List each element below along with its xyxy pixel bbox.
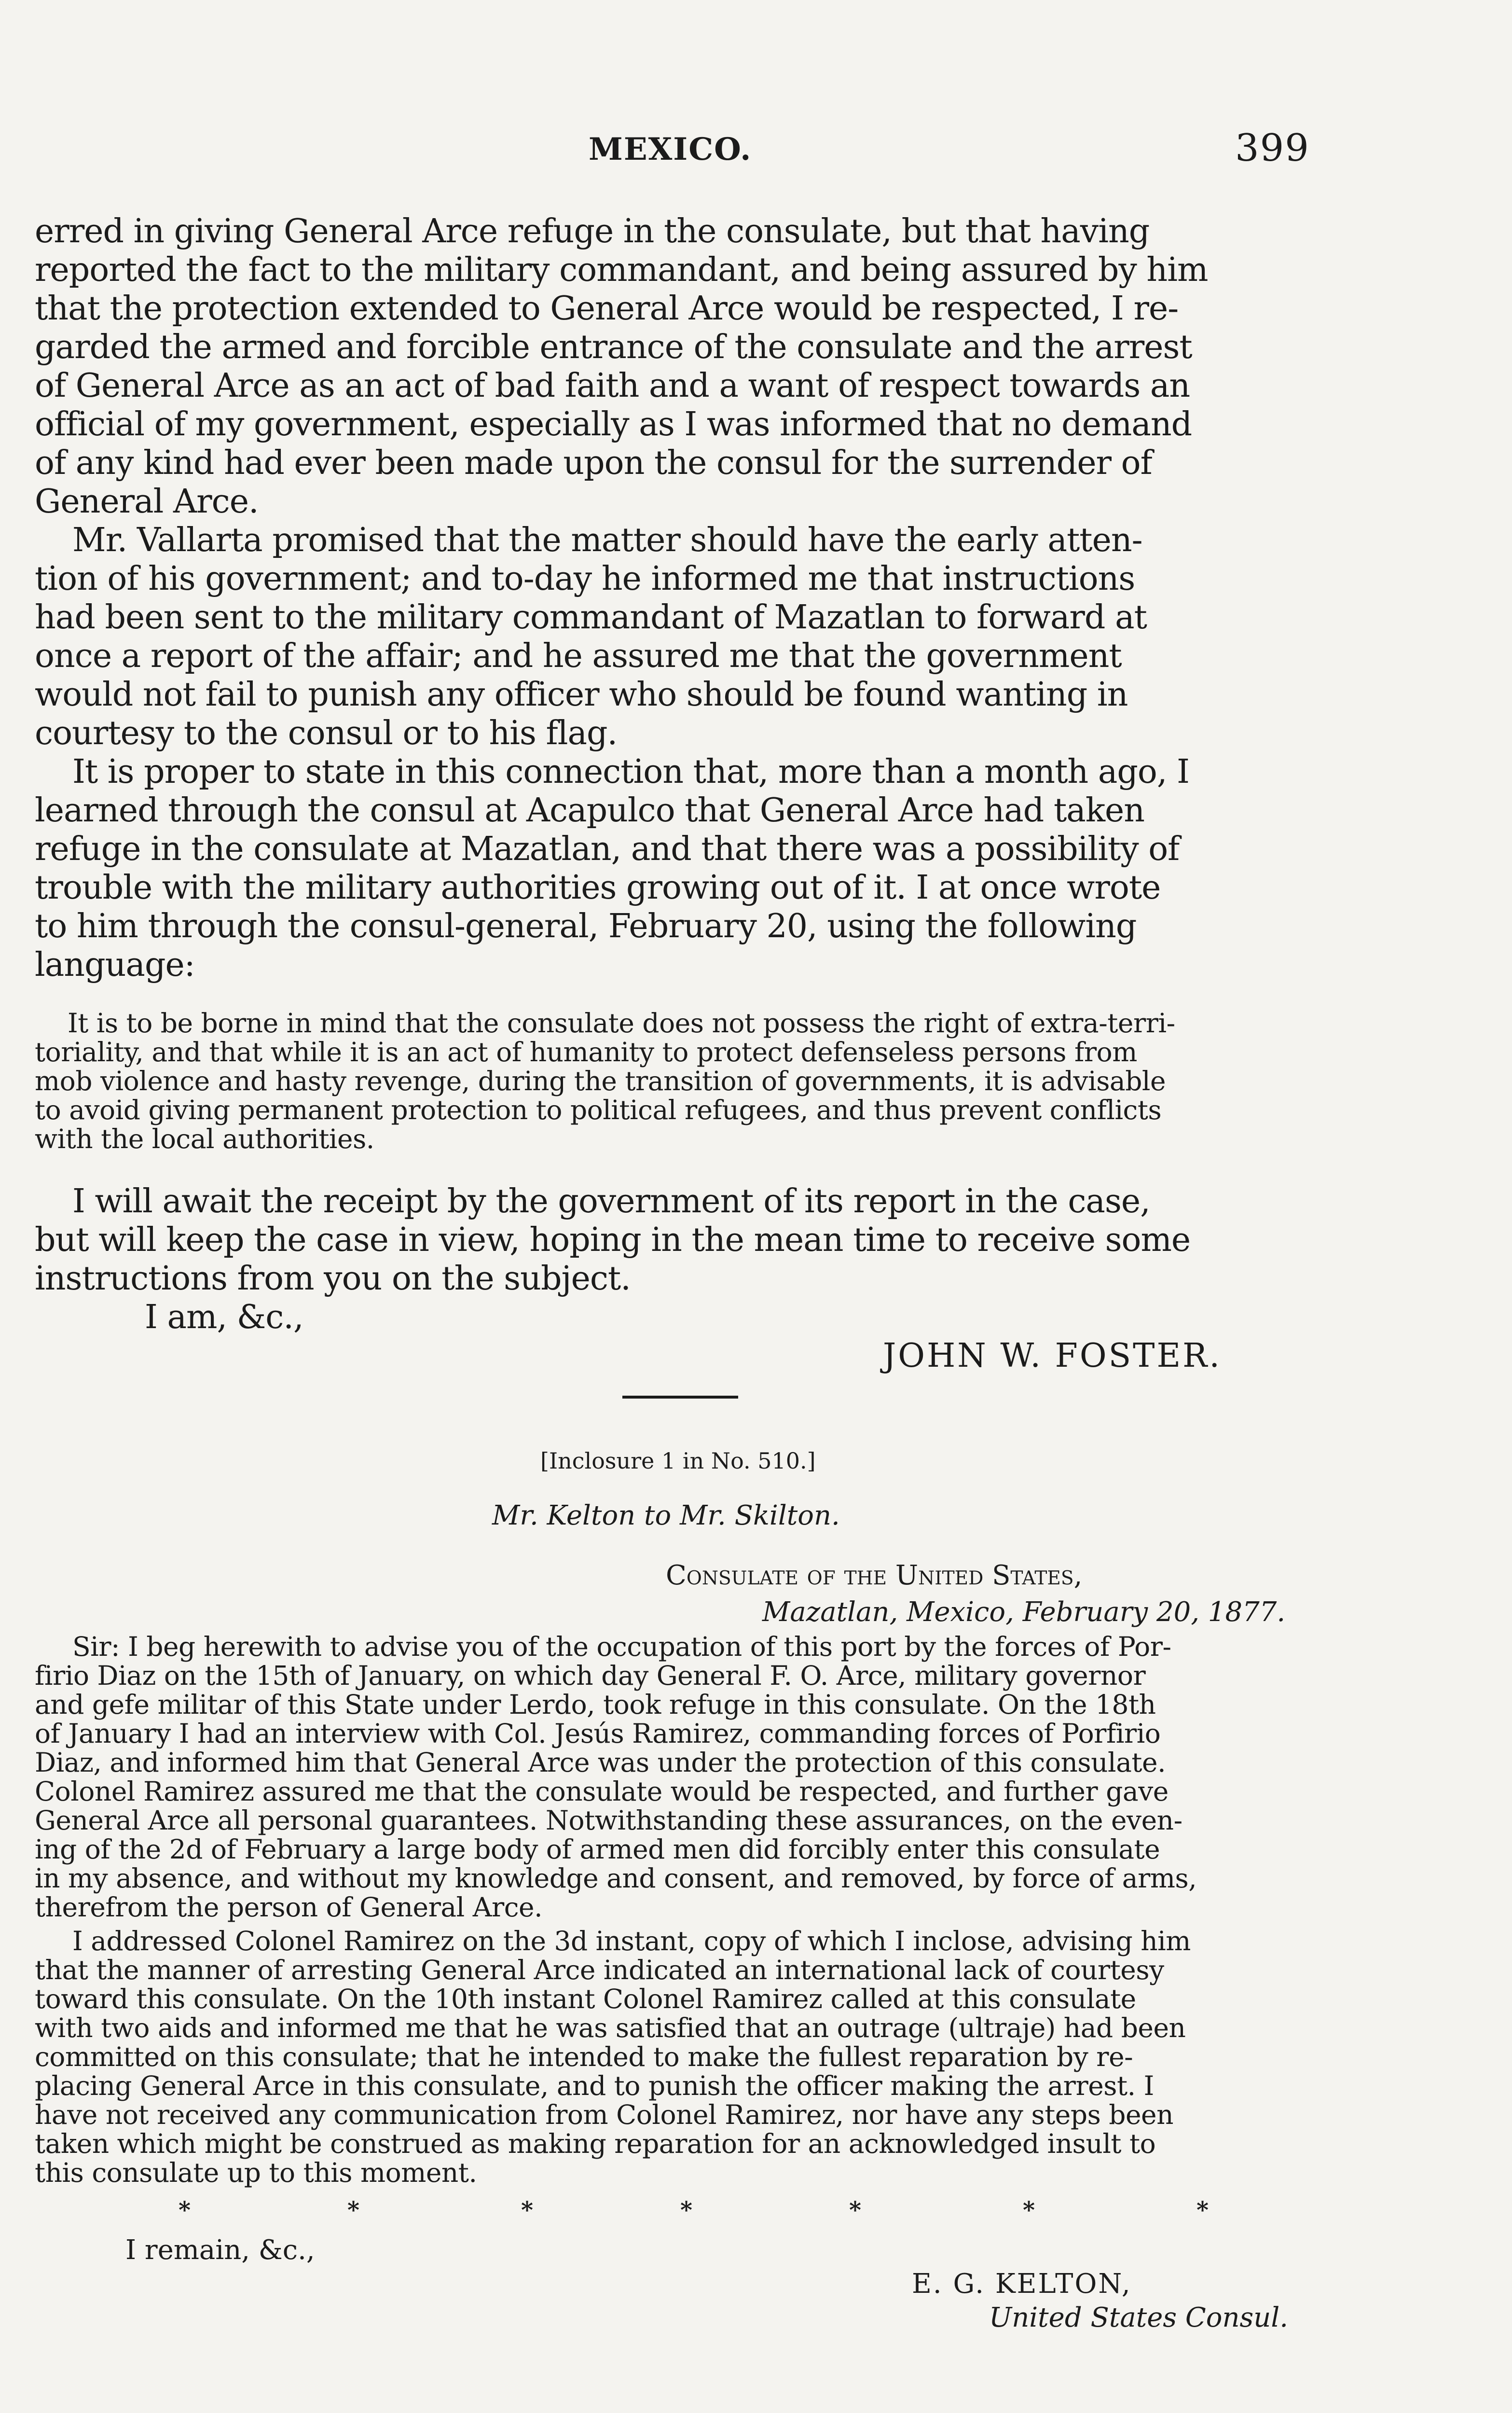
closing-line: instructions from you on the subject. (35, 1260, 631, 1298)
star: * (347, 2197, 360, 2224)
body-line: to him through the consul-general, February 20, using the following (35, 907, 1137, 945)
inclosure-line: with two aids and informed me that he was satisfied that an outrage (ultraje) had been (35, 2012, 1186, 2043)
inclosure-line: Diaz, and informed him that General Arce was under the protection of this consulate. (35, 1747, 1166, 1778)
complimentary-close: I am, &c., (145, 1298, 303, 1336)
inclosure-line: have not received any communication from Colonel Ramirez, nor have any steps been (35, 2099, 1174, 2130)
body-line: tion of his government; and to-day he informed me that instructions (35, 560, 1135, 598)
body-line: of General Arce as an act of bad faith and a want of respect towards an (35, 367, 1190, 405)
body-line: once a report of the affair; and he assured me that the government (35, 637, 1122, 675)
inclosure-line: of January I had an interview with Col. Jesús Ramirez, commanding forces of Porfirio (35, 1718, 1161, 1749)
inclosure-line: and gefe militar of this State under Lerdo, took refuge in this consulate. On the 18th (35, 1689, 1156, 1720)
inclosure-line: Colonel Ramirez assured me that the consulate would be respected, and further gave (35, 1776, 1168, 1807)
inclosure-line: toward this consulate. On the 10th instant Colonel Ramirez called at this consulate (35, 1983, 1136, 2014)
inclosure-line: I addressed Colonel Ramirez on the 3d instant, copy of which I inclose, advising him (72, 1926, 1191, 1956)
star: * (1023, 2197, 1035, 2224)
complimentary-close: I remain, &c., (125, 2234, 315, 2266)
star: * (179, 2197, 191, 2224)
body-line: of any kind had ever been made upon the consul for the surrender of (35, 444, 1152, 482)
star: * (1196, 2197, 1209, 2224)
quote-line: mob violence and hasty revenge, during the transition of governments, it is advisable (35, 1066, 1166, 1096)
body-line: It is proper to state in this connection that, more than a month ago, I (72, 753, 1189, 791)
body-line: official of my government, especially as I was informed that no demand (35, 405, 1192, 444)
inclosure-line: General Arce all personal guarantees. Notwithstanding these assurances, on the even- (35, 1805, 1182, 1836)
inclosure-line: therefrom the person of General Arce. (35, 1892, 543, 1923)
body-line: would not fail to punish any officer who should be found wanting in (35, 676, 1128, 714)
inclosure-title: Mr. Kelton to Mr. Skilton. (492, 1500, 840, 1531)
inclosure-label: [Inclosure 1 in No. 510.] (540, 1448, 816, 1474)
inclosure-line: that the manner of arresting General Arce indicated an international lack of courtesy (35, 1955, 1164, 1985)
quote-line: with the local authorities. (35, 1123, 374, 1154)
body-line: learned through the consul at Acapulco that General Arce had taken (35, 791, 1145, 830)
signature: JOHN W. FOSTER. (883, 1337, 1222, 1375)
inclosure-line: Sir: I beg herewith to advise you of the occupation of this port by the forces of Por- (72, 1631, 1171, 1662)
inclosure-line: in my absence, and without my knowledge and consent, and removed, by force of arms, (35, 1863, 1197, 1894)
inclosure-line: firio Diaz on the 15th of January, on which day General F. O. Arce, military governor (35, 1660, 1146, 1691)
quote-line: to avoid giving permanent protection to political refugees, and thus prevent conflicts (35, 1095, 1162, 1125)
place-date-line: Mazatlan, Mexico, February 20, 1877. (762, 1596, 1286, 1628)
inclosure-line: ing of the 2d of February a large body of armed men did forcibly enter this consulate (35, 1834, 1160, 1865)
body-line: refuge in the consulate at Mazatlan, and that there was a possibility of (35, 830, 1180, 868)
body-line: reported the fact to the military commandant, and being assured by him (35, 251, 1208, 289)
inclosure-line: this consulate up to this moment. (35, 2157, 477, 2188)
body-line: courtesy to the consul or to his flag. (35, 714, 618, 752)
body-line: Mr. Vallarta promised that the matter should have the early atten- (72, 521, 1142, 559)
inclosure-line: placing General Arce in this consulate, and to punish the officer making the arrest. I (35, 2070, 1154, 2101)
inclosure-line: committed on this consulate; that he intended to make the fullest reparation by re- (35, 2041, 1133, 2072)
running-title: MEXICO. (589, 131, 752, 167)
quote-line: It is to be borne in mind that the consulate does not possess the right of extra-terri- (68, 1008, 1175, 1039)
page-number: 399 (1235, 126, 1310, 170)
body-line: language: (35, 946, 195, 984)
signature-title: United States Consul. (989, 2302, 1289, 2333)
star: * (680, 2197, 693, 2224)
signature-name: E. G. KELTON, (912, 2268, 1132, 2300)
body-line: trouble with the military authorities growing out of it. I at once wrote (35, 869, 1161, 907)
separator-rule (622, 1396, 738, 1399)
body-line: had been sent to the military commandant of Mazatlan to forward at (35, 598, 1147, 637)
star: * (849, 2197, 862, 2224)
body-line: that the protection extended to General Arce would be respected, I re- (35, 290, 1179, 328)
consulate-heading: Consulate of the United States, (666, 1560, 1083, 1591)
star: * (521, 2197, 534, 2224)
body-line: General Arce. (35, 483, 259, 521)
quote-line: toriality, and that while it is an act of humanity to protect defenseless persons from (35, 1037, 1137, 1068)
closing-line: I will await the receipt by the government of its report in the case, (72, 1182, 1150, 1220)
closing-line: but will keep the case in view, hoping in the mean time to receive some (35, 1221, 1191, 1259)
inclosure-line: taken which might be construed as making reparation for an acknowledged insult to (35, 2128, 1156, 2159)
body-line: garded the armed and forcible entrance of the consulate and the arrest (35, 328, 1192, 366)
body-line: erred in giving General Arce refuge in the consulate, but that having (35, 212, 1150, 250)
